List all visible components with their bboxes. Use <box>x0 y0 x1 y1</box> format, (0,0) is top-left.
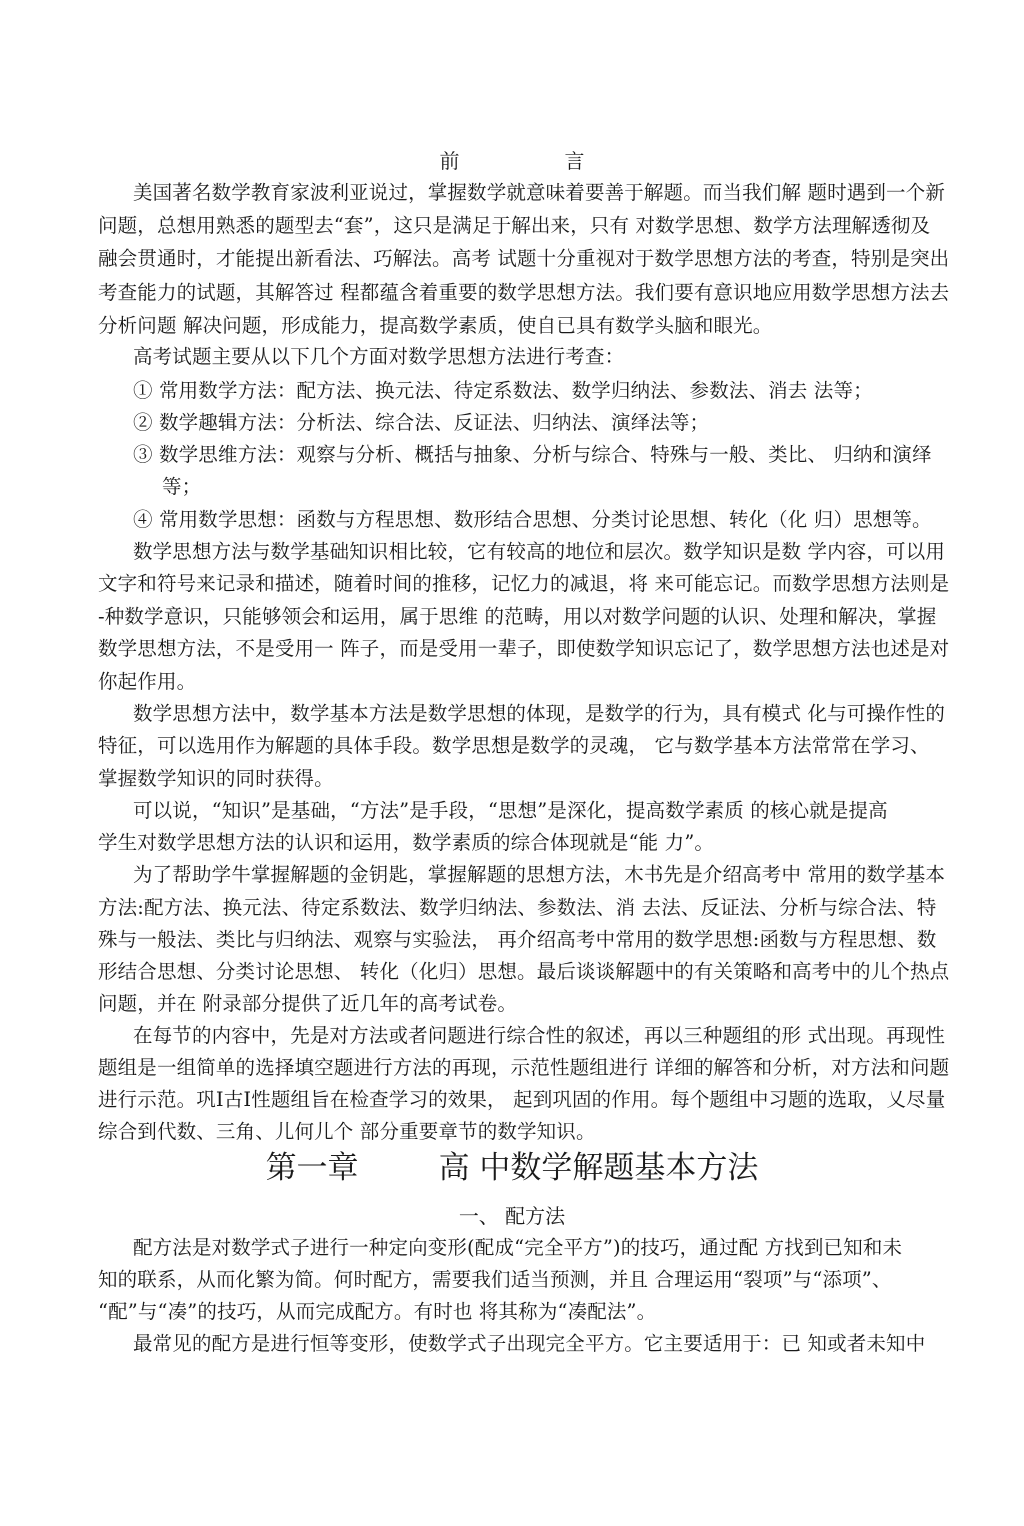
preface-line: 考查能力的试题，其解答过 程都蕴含着重要的数学思想方法。我们要有意识地应用数学思想方法去 <box>98 281 950 304</box>
section-line: 最常见的配方是进行恒等变形，使数学式子出现完全平方。它主要适用于：已 知或者未知中 <box>133 1332 926 1355</box>
preface-line: 数学思想方法中，数学基本方法是数学思想的体现，是数学的行为，具有模式 化与可操作性的 <box>133 702 945 725</box>
preface-title-right: 言 <box>564 149 585 173</box>
preface-line: 问题，并在 附录部分提供了近几年的高考试卷。 <box>98 992 517 1015</box>
preface-line: 题组是一组简单的选择填空题进行方法的再现，示范性题组进行 详细的解答和分析，对方法和问题 <box>98 1056 950 1079</box>
list-item: ② 数学趣辑方法：分析法、综合法、反证法、归纳法、演绎法等； <box>133 411 710 434</box>
list-item: ① 常用数学方法：配方法、换元法、待定系数法、数学归纳法、参数法、消去 法等； <box>133 379 873 402</box>
preface-line: -种数学意识，只能够领会和运用，属于思维 的范畴，用以对数学问题的认识、处理和解决，掌握 <box>98 605 937 628</box>
preface-line: 你起作用。 <box>98 670 197 693</box>
chapter-number: 第一章 <box>265 1150 359 1186</box>
preface-line: 文字和符号来记录和描述，随着时间的推移，记忆力的减退，将 来可能忘记。而数学思想方法则是 <box>98 572 950 595</box>
section-line: 知的联系，从而化繁为简。何时配方，需要我们适当预测，并且 合理运用“裂项”与“添项”、 <box>98 1268 892 1291</box>
preface-line: 学生对数学思想方法的认识和运用，数学素质的综合体现就是“能 力”。 <box>98 831 715 854</box>
preface-line: 特征，可以选用作为解题的具体手段。数学思想是数学的灵魂， 它与数学基本方法常常在学习、 <box>98 734 930 757</box>
preface-line: 可以说，“知识”是基础，“方法”是手段，“思想”是深化，提高数学素质 的核心就是提高 <box>133 799 888 822</box>
preface-line: 形结合思想、分类讨论思想、 转化（化归）思想。最后谈谈解题中的有关策略和高考中的儿个热点 <box>98 960 950 983</box>
list-item-continuation: 等； <box>162 475 202 498</box>
section-line: 配方法是对数学式子进行一种定向变形(配成“完全平方”)的技巧，通过配 方找到已知和未 <box>133 1236 903 1259</box>
chapter-title: 高 中数学解题基本方法 <box>438 1150 759 1186</box>
preface-line: 数学思想方法与数学基础知识相比较，它有较高的地位和层次。数学知识是数 学内容，可以用 <box>133 540 945 563</box>
preface-line: 高考试题主要从以下几个方面对数学思想方法进行考查： <box>133 345 625 368</box>
preface-line: 综合到代数、三角、儿何儿个 部分重要章节的数学知识。 <box>98 1120 596 1143</box>
preface-line: 融会贯通时，才能提出新看法、巧解法。高考 试题十分重视对于数学思想方法的考查，特别是突出 <box>98 247 950 270</box>
preface-title <box>0 145 1024 174</box>
preface-line: 方法:配方法、换元法、待定系数法、数学归纳法、参数法、消 去法、反证法、分析与综合法、特 <box>98 896 937 919</box>
preface-title-left: 前 <box>439 149 460 173</box>
preface-line: 数学思想方法，不是受用一 阵子，而是受用一辈子，即使数学知识忘记了，数学思想方法也述是对 <box>98 637 950 660</box>
list-item: ④ 常用数学思想：函数与方程思想、数形结合思想、分类讨论思想、转化（化 归）思想等。 <box>133 508 932 531</box>
list-item: ③ 数学思维方法：观察与分析、概括与抽象、分析与综合、特殊与一般、类比、 归纳和演绎 <box>133 443 932 466</box>
section-line: “配”与“凑”的技巧，从而完成配方。有时也 将其称为“凑配法”。 <box>98 1300 657 1323</box>
preface-line: 进行示范。巩I古I性题组旨在检查学习的效果， 起到巩固的作用。每个题组中习题的选取，乂尽量 <box>98 1088 946 1111</box>
chapter-heading <box>0 1148 1024 1188</box>
preface-line: 在每节的内容中，先是对方法或者问题进行综合性的叙述，再以三种题组的形 式出现。再现性 <box>133 1024 945 1047</box>
preface-line: 掌握数学知识的同时获得。 <box>98 767 334 790</box>
preface-line: 殊与一般法、类比与归纳法、观察与实验法， 再介绍高考中常用的数学思想:函数与方程思想、数 <box>98 928 937 951</box>
preface-line: 分析问题 解决问题，形成能力，提高数学素质，使自已具有数学头脑和眼光。 <box>98 314 773 337</box>
preface-line: 问题，总想用熟悉的题型去“套”，这只是满足于解出来，只有 对数学思想、数学方法理解透彻及 <box>98 214 931 237</box>
section-heading: 一、 配方法 <box>458 1204 566 1228</box>
preface-line: 为了帮助学牛掌握解题的金钥匙，掌握解题的思想方法，木书先是介绍高考中 常用的数学基本 <box>133 863 945 886</box>
preface-line: 美国著名数学教育家波利亚说过，掌握数学就意味着要善于解题。而当我们解 题时遇到一个新 <box>133 181 945 204</box>
